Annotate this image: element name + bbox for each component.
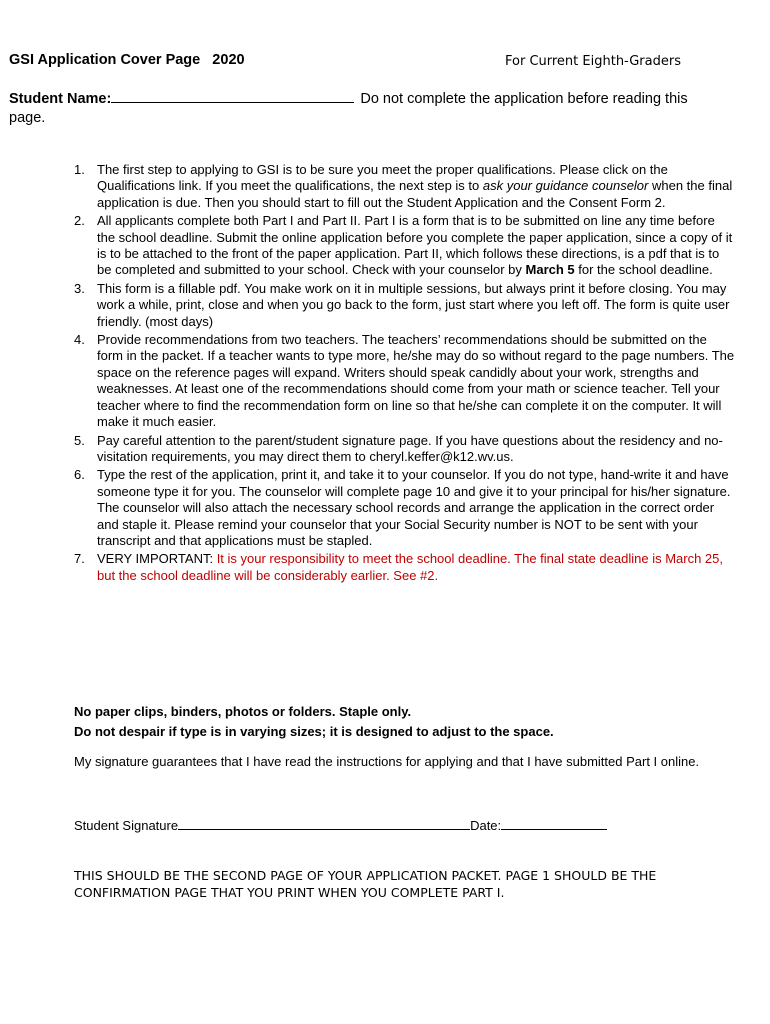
reading-instruction: Do not complete the application before reading this page. <box>9 91 688 126</box>
deadline-date: March 5 <box>525 262 575 278</box>
student-name-field[interactable] <box>111 89 354 103</box>
signature-guarantee: My signature guarantees that I have read the instructions for applying and that I have submitted Part I online. <box>74 754 700 769</box>
instructions-list <box>74 162 736 586</box>
student-name-label: Student Name: <box>9 91 112 107</box>
signature-field[interactable] <box>178 818 470 830</box>
list-item-text: This form is a fillable pdf. You make work on it in multiple sessions, but always print it before closing. You may work a while, print, close and when you go back to the form, just start where you left off. The form is quite user friendly. (most days) <box>97 280 730 329</box>
list-item-number: 7. <box>74 551 85 567</box>
list-item-number: 4. <box>74 332 85 348</box>
list-item <box>74 551 736 584</box>
list-item-number: 2. <box>74 213 85 229</box>
audience-tag: For Current Eighth-Graders <box>505 54 681 69</box>
type-size-note: Do not despair if type is in varying sizes; it is designed to adjust to the space. <box>74 724 554 739</box>
list-item <box>74 281 736 330</box>
list-item-text: for the school deadline. <box>574 262 713 278</box>
signature-label: Student Signature <box>74 818 179 833</box>
list-item-text: All applicants complete both Part I and Part II. Part I is a form that is to be submitted on line any time before the school deadline. Submit the online application before you complete the paper application, since a copy of it is to be attached to the front of the paper application. Part II, which follows these directions, is a pdf that is to be completed and submitted to your school. Check with your counselor by <box>97 213 733 278</box>
list-item <box>74 433 736 466</box>
list-item <box>74 332 736 430</box>
student-name-line <box>9 89 714 128</box>
packaging-rules <box>74 702 554 742</box>
list-item-text: Provide recommendations from two teachers. The teachers’ recommendations should be submitted on the form in the packet. If a teacher wants to type more, he/she may do so without regard to the page numbers. The space on the reference pages will expand. Writers should speak candidly about your work, strengths and weaknesses. At least one of the recommendations should come from your math or science teacher. Tell your teacher where to find the recommendation form on line so that he/she can complete it on the computer. It will make it much easier. <box>97 332 735 430</box>
packet-order-note: THIS SHOULD BE THE SECOND PAGE OF YOUR APPLICATION PACKET. PAGE 1 SHOULD BE THE CONFIRMATION PAGE THAT YOU PRINT WHEN YOU COMPLETE PART I. <box>74 868 657 900</box>
list-item-text: VERY IMPORTANT: <box>97 551 217 567</box>
list-item <box>74 162 736 211</box>
list-item <box>74 467 736 549</box>
deadline-warning: It is your responsibility to meet the school deadline. The final state deadline is March 25, but the school deadline will be considerably earlier. See #2. <box>97 551 724 583</box>
list-item-text: Pay careful attention to the parent/student signature page. If you have questions about the residency and no-visitation requirements, you may direct them to cheryl.keffer@k12.wv.us. <box>97 432 723 464</box>
page-title: GSI Application Cover Page 2020 <box>9 52 245 68</box>
list-item <box>74 213 736 279</box>
date-label: Date: <box>470 818 502 833</box>
list-item-number: 6. <box>74 467 85 483</box>
list-item-number: 3. <box>74 280 85 296</box>
list-item-number: 5. <box>74 432 85 448</box>
staple-rule: No paper clips, binders, photos or folders. Staple only. <box>74 704 412 719</box>
list-item-text: The first step to applying to GSI is to be sure you meet the proper qualifications. Please click on the Qualifications link. If you meet the qualifications, the next step is to <box>97 162 668 194</box>
date-field[interactable] <box>501 818 607 830</box>
list-item-number: 1. <box>74 162 85 177</box>
list-item-text: when the final application is due. Then you should start to fill out the Student Application and the Consent Form 2. <box>97 178 733 210</box>
signature-line <box>74 818 607 833</box>
list-item-emphasis: ask your guidance counselor <box>482 178 649 194</box>
list-item-text: Type the rest of the application, print it, and take it to your counselor. If you do not type, hand-write it and have someone type it for you. The counselor will complete page 10 and give it to your principal for his/her signature. The counselor will also attach the necessary school records and arrange the application in the correct order and staple it. Please remind your counselor that your Social Security number is NOT to be sent with your transcript and that applications must be stapled. <box>97 467 731 548</box>
